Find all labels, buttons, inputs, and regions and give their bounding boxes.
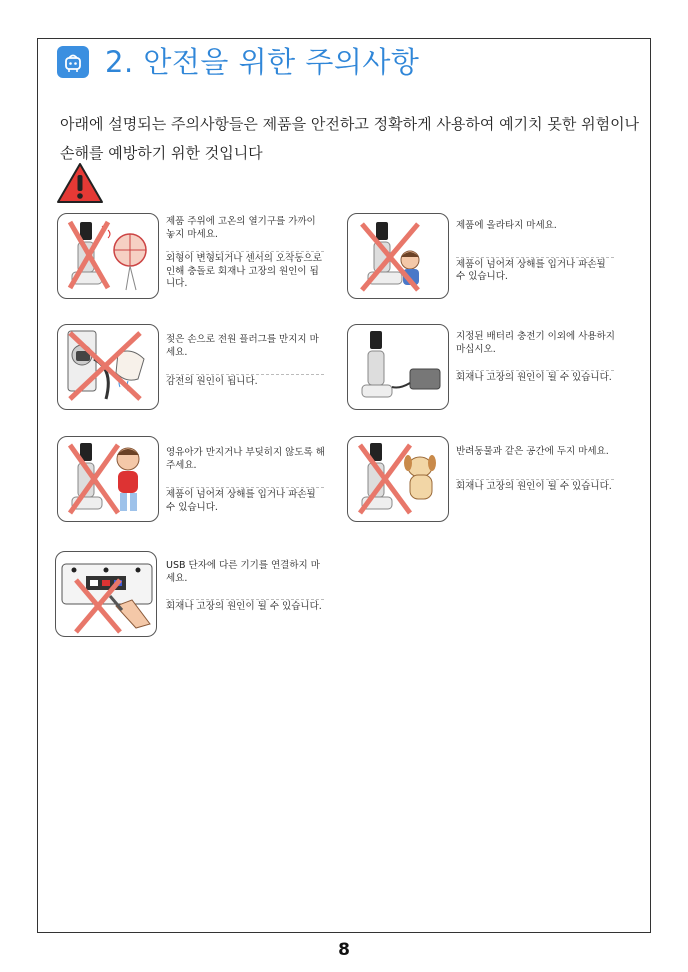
- usb-port-icon: [55, 551, 157, 637]
- caution-text: 제품에 올라타지 마세요.: [456, 220, 557, 231]
- divider: [166, 599, 324, 600]
- divider: [166, 374, 324, 375]
- caution-note: 회재나 고장의 원인이 될 수 있습니다.: [456, 372, 612, 383]
- pet-robot-icon: [347, 436, 449, 522]
- child-climbing-robot-icon: [347, 213, 449, 299]
- robot-icon: [57, 46, 89, 78]
- divider: [456, 370, 614, 371]
- caution-text: 반려동물과 같은 공간에 두지 마세요.: [456, 446, 609, 457]
- page-title: 2. 안전을 위한 주의사항: [105, 45, 420, 79]
- wet-hand-plug-icon: [57, 324, 159, 410]
- caution-text: 지정된 배터리 충전기 이외에 사용하지 마십시오.: [456, 331, 615, 355]
- caution-note: 회재나 고장의 원인이 될 수 있습니다.: [166, 601, 322, 612]
- section-header: [57, 44, 419, 80]
- divider: [456, 479, 614, 480]
- divider: [456, 257, 614, 258]
- warning-triangle-icon: [56, 162, 104, 209]
- heater-robot-icon: [57, 213, 159, 299]
- robot-charger-icon: [347, 324, 449, 410]
- divider: [166, 251, 324, 252]
- caution-text: 젖은 손으로 전원 플러그를 만지지 마세요.: [166, 334, 319, 358]
- caution-text: USB 단자에 다른 기기를 연결하지 마세요.: [166, 560, 320, 584]
- caution-note: 제품이 넘어져 상해를 입거나 파손될 수 있습니다.: [166, 489, 316, 513]
- intro-paragraph: 아래에 설명되는 주의사항들은 제품을 안전하고 정확하게 사용하여 예기치 못한 위험이나 손해를 예방하기 위한 것입니다: [60, 115, 640, 162]
- page-number: 8: [338, 940, 350, 960]
- caution-text: 제품 주위에 고온의 열기구를 가까이 놓지 마세요.: [166, 216, 316, 240]
- caution-text: 영유아가 만지거나 부딪히지 않도록 해주세요.: [166, 447, 325, 471]
- divider: [166, 487, 324, 488]
- caution-note: 외형이 변형되거나 센서의 오작동으로 인해 충돌로 회재나 고장의 원인이 됩니다.: [166, 253, 322, 289]
- caution-note: 제품이 넘어져 상해를 입거나 파손될 수 있습니다.: [456, 258, 606, 282]
- caution-note: 회재나 고장의 원인이 될 수 있습니다.: [456, 480, 612, 492]
- caution-note: 감전의 원인이 됩니다.: [166, 376, 258, 387]
- toddler-robot-icon: [57, 436, 159, 522]
